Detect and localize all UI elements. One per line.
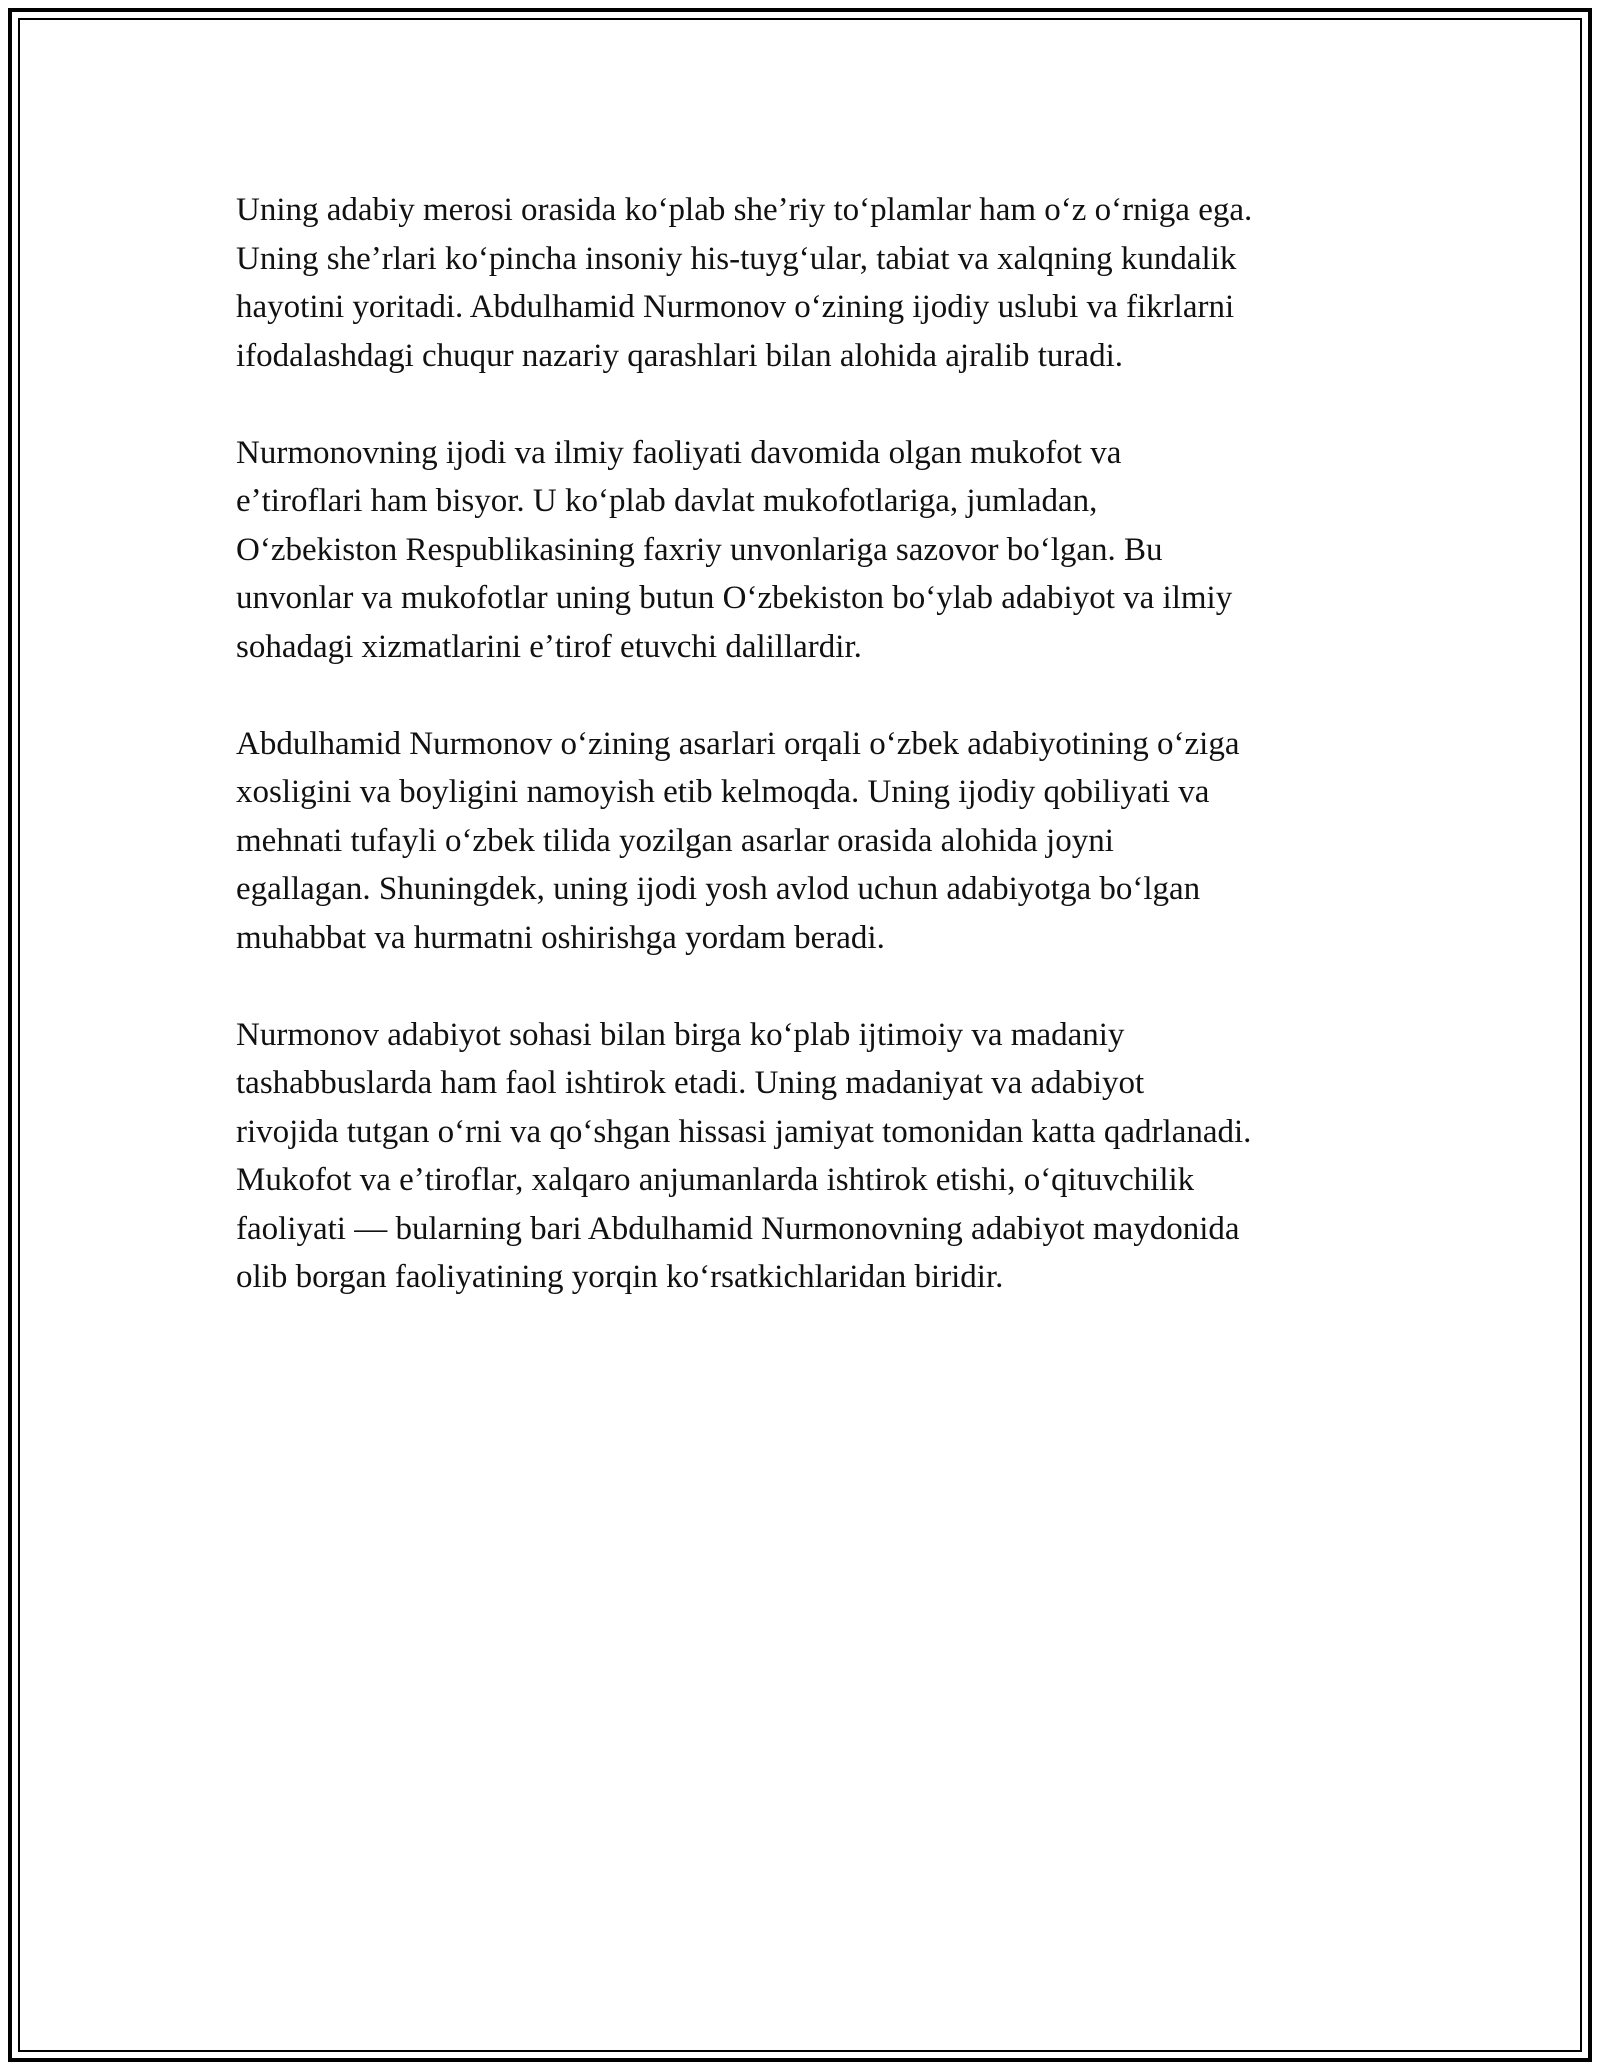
paragraph-line: unvonlar va mukofotlar uning butun Oʻzbekiston boʻylab adabiyot va ilmiy [236, 580, 1233, 616]
paragraph-line: hayotini yoritadi. Abdulhamid Nurmonov oʻzining ijodiy uslubi va fikrlarni [236, 289, 1235, 325]
paragraph-2 [236, 429, 1396, 672]
paragraph-line: sohadagi xizmatlarini eʼtirof etuvchi dalillardir. [236, 628, 862, 665]
paragraph-line: Uning sheʼrlari koʻpincha insoniy his-tuygʻular, tabiat va xalqning kundalik [236, 240, 1237, 277]
paragraph-line: Uning adabiy merosi orasida koʻplab sheʼriy toʻplamlar ham oʻz oʻrniga ega. [236, 192, 1253, 228]
paragraph-4 [236, 1011, 1396, 1302]
paragraph-line: muhabbat va hurmatni oshirishga yordam beradi. [236, 919, 885, 956]
paragraph-line: faoliyati — bularning bari Abdulhamid Nurmonovning adabiyot maydonida [236, 1210, 1240, 1247]
paragraph-3 [236, 720, 1396, 963]
paragraph-line: egallagan. Shuningdek, uning ijodi yosh avlod uchun adabiyotga boʻlgan [236, 871, 1201, 907]
paragraph-line: ifodalashdagi chuqur nazariy qarashlari bilan alohida ajralib turadi. [236, 337, 1123, 374]
paragraph-1 [236, 186, 1396, 380]
paragraph-line: rivojida tutgan oʻrni va qoʻshgan hissasi jamiyat tomonidan katta qadrlanadi. [236, 1113, 1252, 1150]
paragraph-line: xosligini va boyligini namoyish etib kelmoqda. Uning ijodiy qobiliyati va [236, 774, 1210, 810]
paragraph-line: Nurmonovning ijodi va ilmiy faoliyati davomida olgan mukofot va [236, 434, 1122, 471]
paragraph-line: Mukofot va eʼtiroflar, xalqaro anjumanlarda ishtirok etishi, oʻqituvchilik [236, 1162, 1195, 1198]
paragraph-line: olib borgan faoliyatining yorqin koʻrsatkichlaridan biridir. [236, 1259, 1004, 1295]
paragraph-line: tashabbuslarda ham faol ishtirok etadi. Uning madaniyat va adabiyot [236, 1065, 1145, 1101]
paragraph-line: Oʻzbekiston Respublikasining faxriy unvonlariga sazovor boʻlgan. Bu [236, 531, 1163, 568]
paragraph-line: Abdulhamid Nurmonov oʻzining asarlari orqali oʻzbek adabiyotining oʻziga [236, 725, 1240, 762]
paragraph-line: mehnati tufayli oʻzbek tilida yozilgan asarlar orasida alohida joyni [236, 822, 1114, 859]
document-body [236, 186, 1396, 1350]
paragraph-line: eʼtiroflari ham bisyor. U koʻplab davlat mukofotlariga, jumladan, [236, 483, 1098, 519]
paragraph-line: Nurmonov adabiyot sohasi bilan birga koʻplab ijtimoiy va madaniy [236, 1016, 1125, 1053]
